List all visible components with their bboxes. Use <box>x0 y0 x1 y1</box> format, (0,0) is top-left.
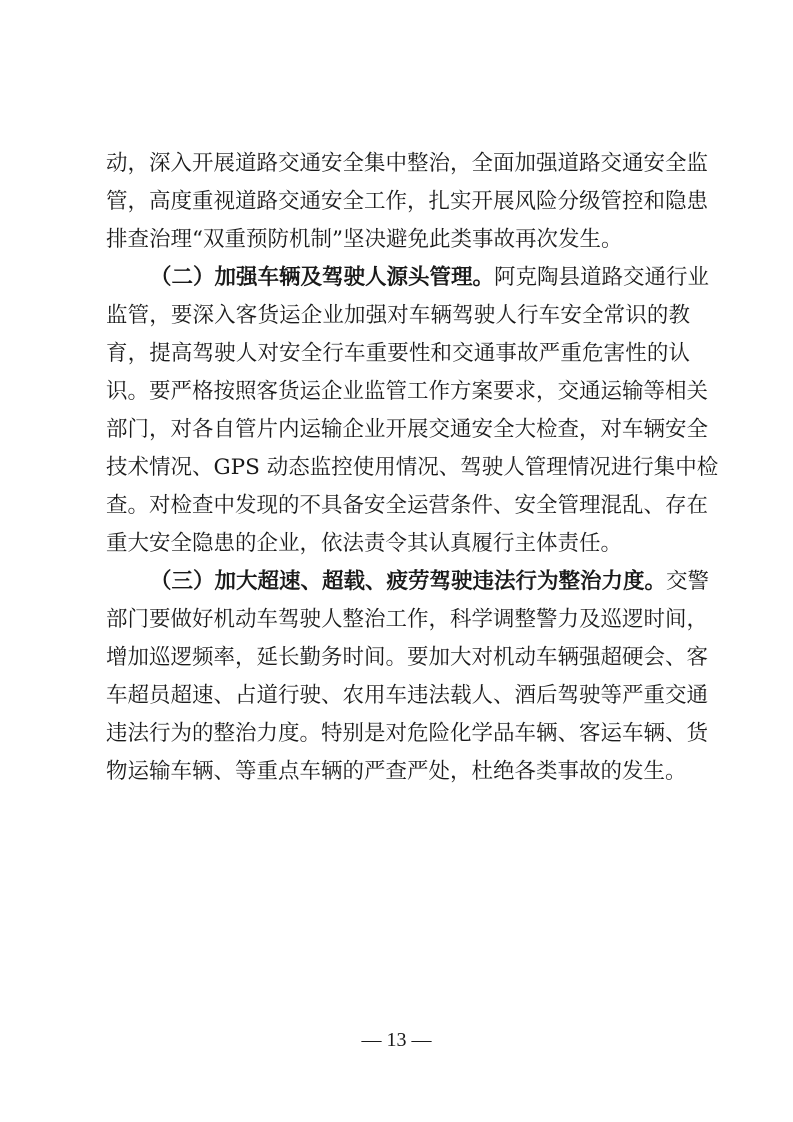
page-number: — 13 — <box>361 1029 432 1051</box>
body-text-line: 技术情况、GPS 动态监控使用情况、驾驶人管理情况进行集中检 <box>106 455 719 480</box>
body-text-line: 识。要严格按照客货运企业监管工作方案要求，交通运输等相关 <box>106 379 709 404</box>
paragraph-first-line <box>150 567 710 597</box>
body-text-line: 育，提高驾驶人对安全行车重要性和交通事故严重危害性的认 <box>106 341 690 366</box>
body-text-line: 管，高度重视道路交通安全工作，扎实开展风险分级管控和隐患 <box>106 189 709 214</box>
body-text-line: 监管，要深入客货运企业加强对车辆驾驶人行车安全常识的教 <box>106 303 690 328</box>
paragraph-first-line <box>150 263 710 293</box>
body-text-line: 物运输车辆、等重点车辆的严查严处，杜绝各类事故的发生。 <box>106 759 687 784</box>
body-text: 阿克陶县道路交通行业 <box>494 265 710 290</box>
body-text-line: 重大安全隐患的企业，依法责令其认真履行主体责任。 <box>106 531 623 556</box>
body-text-line: 动，深入开展道路交通安全集中整治，全面加强道路交通安全监 <box>106 151 709 176</box>
body-text-line: 违法行为的整治力度。特别是对危险化学品车辆、客运车辆、货 <box>106 721 709 746</box>
body-text-line: 查。对检查中发现的不具备安全运营条件、安全管理混乱、存在 <box>106 493 709 518</box>
section-heading: （三）加大超速、超载、疲劳驾驶违法行为整治力度。 <box>150 569 667 594</box>
body-text-line: 车超员超速、占道行驶、农用车违法载人、酒后驾驶等严重交通 <box>106 683 709 708</box>
body-text-line: 部门要做好机动车驾驶人整治工作，科学调整警力及巡逻时间， <box>106 607 709 632</box>
body-text: 交警 <box>666 569 710 594</box>
body-text-line: 排查治理“双重预防机制”坚决避免此类事故再次发生。 <box>106 227 623 252</box>
section-heading: （二）加强车辆及驾驶人源头管理。 <box>150 265 495 290</box>
body-text-line: 部门，对各自管片内运输企业开展交通安全大检查，对车辆安全 <box>106 417 709 442</box>
body-text-line: 增加巡逻频率，延长勤务时间。要加大对机动车辆强超硬会、客 <box>106 645 709 670</box>
